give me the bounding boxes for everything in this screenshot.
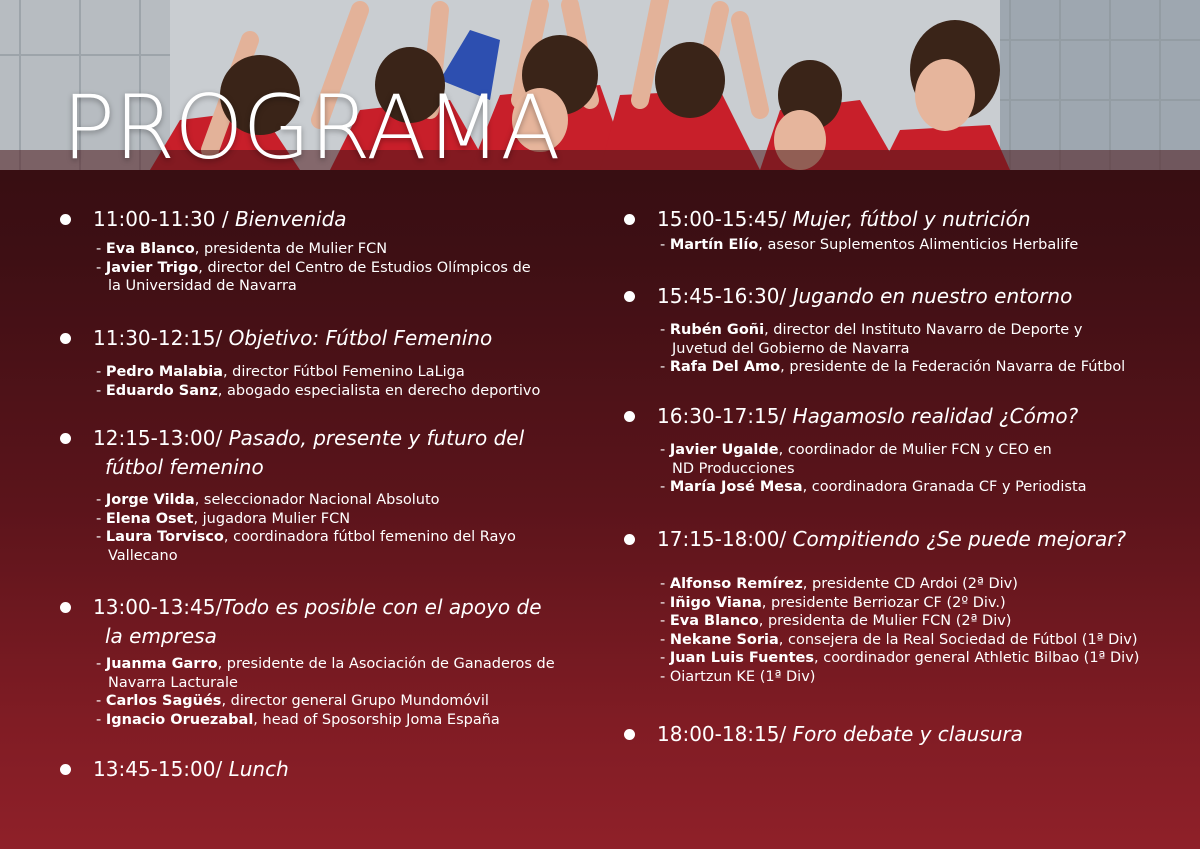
speaker-list	[660, 575, 1184, 686]
speaker: - Elena Oset, jugadora Mulier FCN	[96, 510, 351, 527]
speaker-name: Iñigo Viana	[669, 594, 762, 611]
speaker-name: Javier Ugalde	[669, 442, 779, 458]
session-time: 18:00-18:15/	[657, 722, 787, 746]
bullet-icon	[60, 764, 71, 775]
session-topic: Compitiendo ¿Se puede mejorar?	[786, 527, 1127, 551]
speaker: - Laura Torvisco, coordinadora fútbol femenino del Rayo	[96, 529, 516, 545]
speaker-role: , coordinadora fútbol femenino del Rayo	[223, 529, 516, 545]
speaker-name: Eduardo Sanz	[105, 382, 218, 399]
session-time: 15:45-16:30/	[657, 284, 787, 308]
session-time: 16:30-17:15/	[657, 404, 787, 428]
session-topic-continued: fútbol femenino	[105, 455, 264, 479]
session-time: 11:30-12:15/	[93, 326, 223, 350]
speaker-name: Laura Torvisco	[105, 529, 224, 545]
speaker-role-continued: ND Producciones	[672, 460, 795, 477]
page-title: PROGRAMA	[62, 76, 560, 179]
session-topic: Bienvenida	[228, 207, 347, 231]
speaker-list	[96, 240, 600, 296]
speaker: - Ignacio Oruezabal, head of Sposorship Joma España	[96, 711, 500, 728]
speaker-name: Eva Blanco	[105, 241, 195, 257]
session-topic: Objetivo: Fútbol Femenino	[222, 326, 493, 350]
speaker: - Eduardo Sanz, abogado especialista en derecho deportivo	[96, 382, 541, 399]
session-topic: Pasado, presente y futuro del	[222, 426, 525, 450]
speaker-name: Elena Oset	[105, 510, 194, 527]
session-time: 17:15-18:00/	[657, 527, 787, 551]
session-heading	[93, 593, 600, 651]
speaker-role: , presidenta de Mulier FCN	[194, 241, 388, 257]
speaker: - Iñigo Viana, presidente Berriozar CF (2º Div.)	[660, 594, 1006, 611]
speaker: - Eva Blanco, presidenta de Mulier FCN	[96, 241, 388, 257]
speaker: - Rafa Del Amo, presidente de la Federación Navarra de Fútbol	[660, 359, 1126, 375]
session-time: 15:00-15:45/	[657, 207, 787, 231]
speaker-name: Alfonso Remírez	[669, 576, 803, 592]
session-heading	[657, 205, 1184, 234]
schedule-item	[60, 324, 600, 424]
speaker-name: María José Mesa	[669, 479, 803, 495]
speaker: - Rubén Goñi, director del Instituto Navarro de Deporte y	[660, 322, 1083, 338]
speaker: - Oiartzun KE (1ª Div)	[660, 668, 816, 685]
speaker-name: Rubén Goñi	[669, 322, 765, 338]
speaker-list	[660, 441, 1184, 497]
speaker-role-continued: Vallecano	[108, 547, 178, 564]
speaker-role: , coordinador general Athletic Bilbao (1ª Div)	[814, 650, 1140, 666]
speaker: - Juanma Garro, presidente de la Asociación de Ganaderos de	[96, 656, 555, 672]
speaker-name: Ignacio Oruezabal	[105, 711, 254, 728]
speaker-list	[96, 655, 600, 729]
session-topic: Jugando en nuestro entorno	[786, 284, 1073, 308]
schedule-left-column	[60, 205, 600, 795]
speaker-list	[660, 321, 1184, 377]
session-topic: Mujer, fútbol y nutrición	[786, 207, 1031, 231]
session-heading	[657, 402, 1184, 431]
speaker: - Eva Blanco, presidenta de Mulier FCN (2ª Div)	[660, 613, 1012, 629]
speaker-role: , director del Instituto Navarro de Deporte y	[764, 322, 1083, 338]
bullet-icon	[624, 291, 635, 302]
session-time: 13:45-15:00/	[93, 757, 223, 781]
bullet-icon	[624, 214, 635, 225]
speaker-role-continued: Juvetud del Gobierno de Navarra	[672, 340, 910, 357]
speaker-name: Carlos Sagüés	[105, 693, 222, 709]
schedule-item	[60, 205, 600, 324]
session-time: 12:15-13:00/	[93, 426, 223, 450]
session-heading	[657, 720, 1184, 749]
speaker-role: , seleccionador Nacional Absoluto	[194, 492, 440, 508]
session-heading	[657, 282, 1184, 311]
speaker: - Juan Luis Fuentes, coordinador general Athletic Bilbao (1ª Div)	[660, 650, 1140, 666]
speaker: - Pedro Malabia, director Fútbol Femenino LaLiga	[96, 364, 465, 380]
bullet-icon	[60, 433, 71, 444]
schedule-item	[624, 720, 1184, 760]
session-heading	[93, 424, 600, 482]
schedule-item	[624, 205, 1184, 282]
speaker-name: Juan Luis Fuentes	[669, 650, 814, 666]
speaker-name: Juanma Garro	[105, 656, 218, 672]
speaker-role: , director general Grupo Mundomóvil	[221, 693, 489, 709]
bullet-icon	[60, 333, 71, 344]
schedule-right-column	[624, 205, 1184, 760]
speaker: - María José Mesa, coordinadora Granada CF y Periodista	[660, 479, 1087, 495]
speaker-name: Jorge Vilda	[105, 492, 195, 508]
session-topic-continued: la empresa	[105, 624, 217, 648]
speaker: - Javier Trigo, director del Centro de Estudios Olímpicos de	[96, 259, 531, 276]
speaker-role: , director Fútbol Femenino LaLiga	[222, 364, 465, 380]
speaker-role: , jugadora Mulier FCN	[193, 510, 351, 527]
speaker-role: , presidenta de Mulier FCN (2ª Div)	[758, 613, 1012, 629]
session-time: 11:00-11:30 /	[93, 207, 229, 231]
speaker-role: , consejera de la Real Sociedad de Fútbol (1ª Div)	[778, 631, 1138, 648]
bullet-icon	[624, 729, 635, 740]
session-topic: Lunch	[222, 757, 289, 781]
speaker-list	[96, 491, 600, 565]
speaker-name: Martín Elío	[669, 237, 759, 253]
session-topic: Todo es posible con el apoyo de	[222, 595, 542, 619]
speaker-role-continued: la Universidad de Navarra	[108, 278, 297, 294]
speaker-role: , coordinador de Mulier FCN y CEO en	[778, 442, 1052, 458]
session-heading	[657, 525, 1184, 554]
speaker: - Martín Elío, asesor Suplementos Alimenticios Herbalife	[660, 237, 1079, 253]
session-heading	[93, 755, 600, 784]
speaker-role: , presidente Berriozar CF (2º Div.)	[761, 594, 1006, 611]
bullet-icon	[60, 214, 71, 225]
speaker-role: , presidente de la Federación Navarra de Fútbol	[780, 359, 1126, 375]
speaker-role: , asesor Suplementos Alimenticios Herbalife	[758, 237, 1079, 253]
bullet-icon	[624, 411, 635, 422]
schedule-item	[624, 525, 1184, 720]
bullet-icon	[60, 602, 71, 613]
session-topic: Foro debate y clausura	[786, 722, 1023, 746]
speaker-role: , abogado especialista en derecho deportivo	[217, 382, 541, 399]
speaker-role: , coordinadora Granada CF y Periodista	[802, 479, 1087, 495]
speaker: - Javier Ugalde, coordinador de Mulier FCN y CEO en	[660, 442, 1052, 458]
session-heading	[93, 205, 600, 234]
speaker-role: , head of Sposorship Joma España	[253, 711, 500, 728]
speaker-role: , director del Centro de Estudios Olímpicos de	[198, 259, 531, 276]
speaker-name: Eva Blanco	[669, 613, 759, 629]
schedule-item	[624, 282, 1184, 402]
speaker: - Nekane Soria, consejera de la Real Sociedad de Fútbol (1ª Div)	[660, 631, 1138, 648]
session-time: 13:00-13:45/	[93, 595, 223, 619]
speaker: - Jorge Vilda, seleccionador Nacional Absoluto	[96, 492, 440, 508]
speaker-role: Oiartzun KE (1ª Div)	[669, 668, 816, 685]
schedule-item	[60, 424, 600, 593]
bullet-icon	[624, 534, 635, 545]
speaker-list	[660, 236, 1184, 255]
speaker: - Alfonso Remírez, presidente CD Ardoi (2ª Div)	[660, 576, 1018, 592]
schedule-item	[624, 402, 1184, 525]
schedule-item	[60, 755, 600, 795]
speaker-role: , presidente de la Asociación de Ganaderos de	[217, 656, 555, 672]
speaker-name: Pedro Malabia	[105, 364, 223, 380]
schedule-item	[60, 593, 600, 755]
speaker-name: Nekane Soria	[669, 631, 779, 648]
session-topic: Hagamoslo realidad ¿Cómo?	[786, 404, 1079, 428]
speaker: - Carlos Sagüés, director general Grupo Mundomóvil	[96, 693, 489, 709]
speaker-list	[96, 363, 600, 400]
speaker-name: Javier Trigo	[105, 259, 199, 276]
speaker-role-continued: Navarra Lacturale	[108, 674, 238, 691]
speaker-name: Rafa Del Amo	[669, 359, 781, 375]
session-heading	[93, 324, 600, 353]
speaker-role: , presidente CD Ardoi (2ª Div)	[802, 576, 1018, 592]
